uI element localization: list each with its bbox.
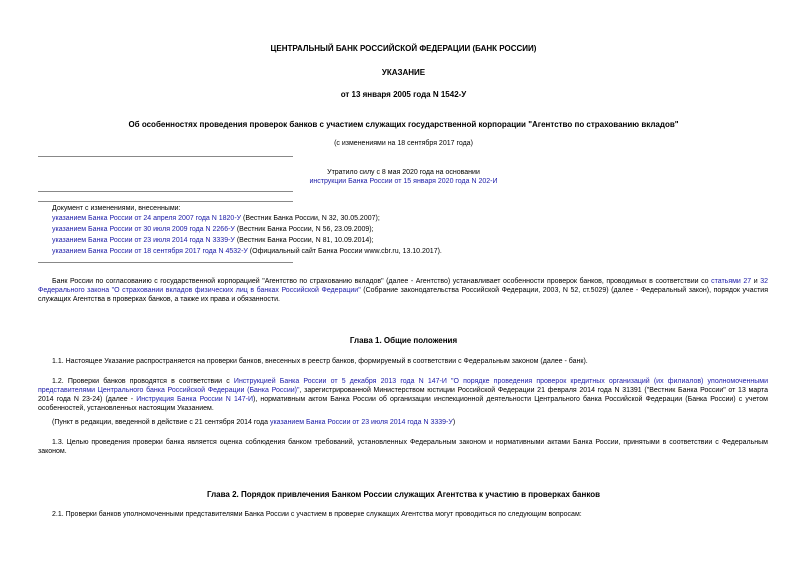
amendments-intro: Документ с изменениями, внесенными: — [52, 205, 181, 212]
preamble-paragraph: Банк России по согласованию с государственной корпорацией "Агентство по страхованию вкладов" (далее - Агентство) устанавливает особенности проверок банков, проводимых в соответствии со статьями 27 и 32 Федерального закона "О страховании вкладов физических лиц в банках Российской Федерации" (Собрание законодательства Российской Федерации, 2003, N 52, ст.5029) (далее - Федеральный закон), порядок участия служащих Агентства в проверках банков, а также их права и обязанности. — [38, 278, 768, 303]
paragraph-1-2: 1.2. Проверки банков проводятся в соответствии с Инструкцией Банка России от 5 декабря 2013 года N 147-И "О порядке проведения проверок кредитных организаций (их филиалов) уполномоченными представителями Центрального банка Российской Федерации (Банка России)", зарегистрированной Министерством юстиции Российской Федерации 21 февраля 2014 года N 31391 ("Вестник Банка России" от 13 марта 2014 года N 23-24) (далее - Инструкция Банка России N 147-И), нормативным актом Банка России об организации инспекционной деятельности Центрального банка Российской Федерации (Банка России) с учетом особенностей, установленных настоящим Указанием. — [38, 378, 768, 412]
amendment-item: указанием Банка России от 24 апреля 2007 года N 1820-У (Вестник Банка России, N 32, 30.05.2007); — [52, 215, 380, 222]
divider — [38, 201, 293, 202]
amendment-link[interactable]: указанием Банка России от 24 апреля 2007 года N 1820-У — [52, 215, 242, 222]
doc-type: УКАЗАНИЕ — [381, 68, 426, 77]
law-article-link[interactable]: статьями 27 — [711, 278, 752, 285]
chapter-1-heading: Глава 1. Общие положения — [349, 336, 458, 345]
amendment-item: указанием Банка России от 23 июля 2014 года N 3339-У (Вестник Банка России, N 81, 10.09.2014); — [52, 237, 374, 244]
instruction-147-link[interactable]: Инструкцией Банка России от 5 декабря 2013 года N 147-И "О порядке проведения проверок кредитных организаций (их филиалов) уполномоченными представителями Центрального банка Российской Федерации (Банка России)" — [38, 378, 768, 394]
edition-reference: (Пункт в редакции, введенной в действие с 21 сентября 2014 года указанием Банка России от 23 июля 2014 года N 3339-У) — [52, 419, 456, 426]
federal-law-link[interactable]: 32 Федерального закона "О страховании вкладов физических лиц в банках Российской Федерации" — [38, 278, 768, 294]
org-name: ЦЕНТРАЛЬНЫЙ БАНК РОССИЙСКОЙ ФЕДЕРАЦИИ (БАНК РОССИИ) — [270, 44, 537, 53]
edition-note: (с изменениями на 18 сентября 2017 года) — [334, 140, 473, 147]
paragraph-1-3: 1.3. Целью проведения проверки банка является оценка соблюдения банком требований, установленных Федеральным законом и нормативными актами Банка России, принятыми в соответствии с Федеральным законом. — [38, 439, 768, 455]
amendment-link[interactable]: указанием Банка России от 30 июля 2009 года N 2266-У — [52, 226, 235, 233]
chapter-2-heading: Глава 2. Порядок привлечения Банком России служащих Агентства к участию в проверках банков — [206, 490, 601, 499]
status-line: Утратило силу с 8 мая 2020 года на основании — [327, 169, 480, 176]
divider — [38, 156, 293, 157]
amendment-item: указанием Банка России от 30 июля 2009 года N 2266-У (Вестник Банка России, N 56, 23.09.2009); — [52, 226, 374, 233]
repeal-link[interactable]: инструкции Банка России от 15 января 2020 года N 202-И — [309, 178, 498, 185]
doc-title: Об особенностях проведения проверок банков с участием служащих государственной корпорации "Агентство по страхованию вкладов" — [128, 120, 679, 129]
amendment-3339-link[interactable]: указанием Банка России от 23 июля 2014 года N 3339-У — [269, 419, 453, 426]
divider — [38, 191, 293, 192]
amendment-item: указанием Банка России от 18 сентября 2017 года N 4532-У (Официальный сайт Банка России www.cbr.ru, 13.10.2017). — [52, 248, 442, 255]
doc-date: от 13 января 2005 года N 1542-У — [340, 90, 467, 99]
amendment-link[interactable]: указанием Банка России от 23 июля 2014 года N 3339-У — [52, 237, 235, 244]
paragraph-1-1: 1.1. Настоящее Указание распространяется на проверки банков, внесенных в реестр банков, формируемый в соответствии с Федеральным законом (далее - банк). — [52, 358, 588, 365]
paragraph-2-1: 2.1. Проверки банков уполномоченными представителями Банка России с участием в проверке служащих Агентства могут проводиться по следующим вопросам: — [52, 511, 582, 518]
instruction-147-short-link[interactable]: Инструкция Банка России N 147-И — [136, 396, 253, 403]
amendment-link[interactable]: указанием Банка России от 18 сентября 2017 года N 4532-У — [52, 248, 248, 255]
divider — [38, 262, 293, 263]
